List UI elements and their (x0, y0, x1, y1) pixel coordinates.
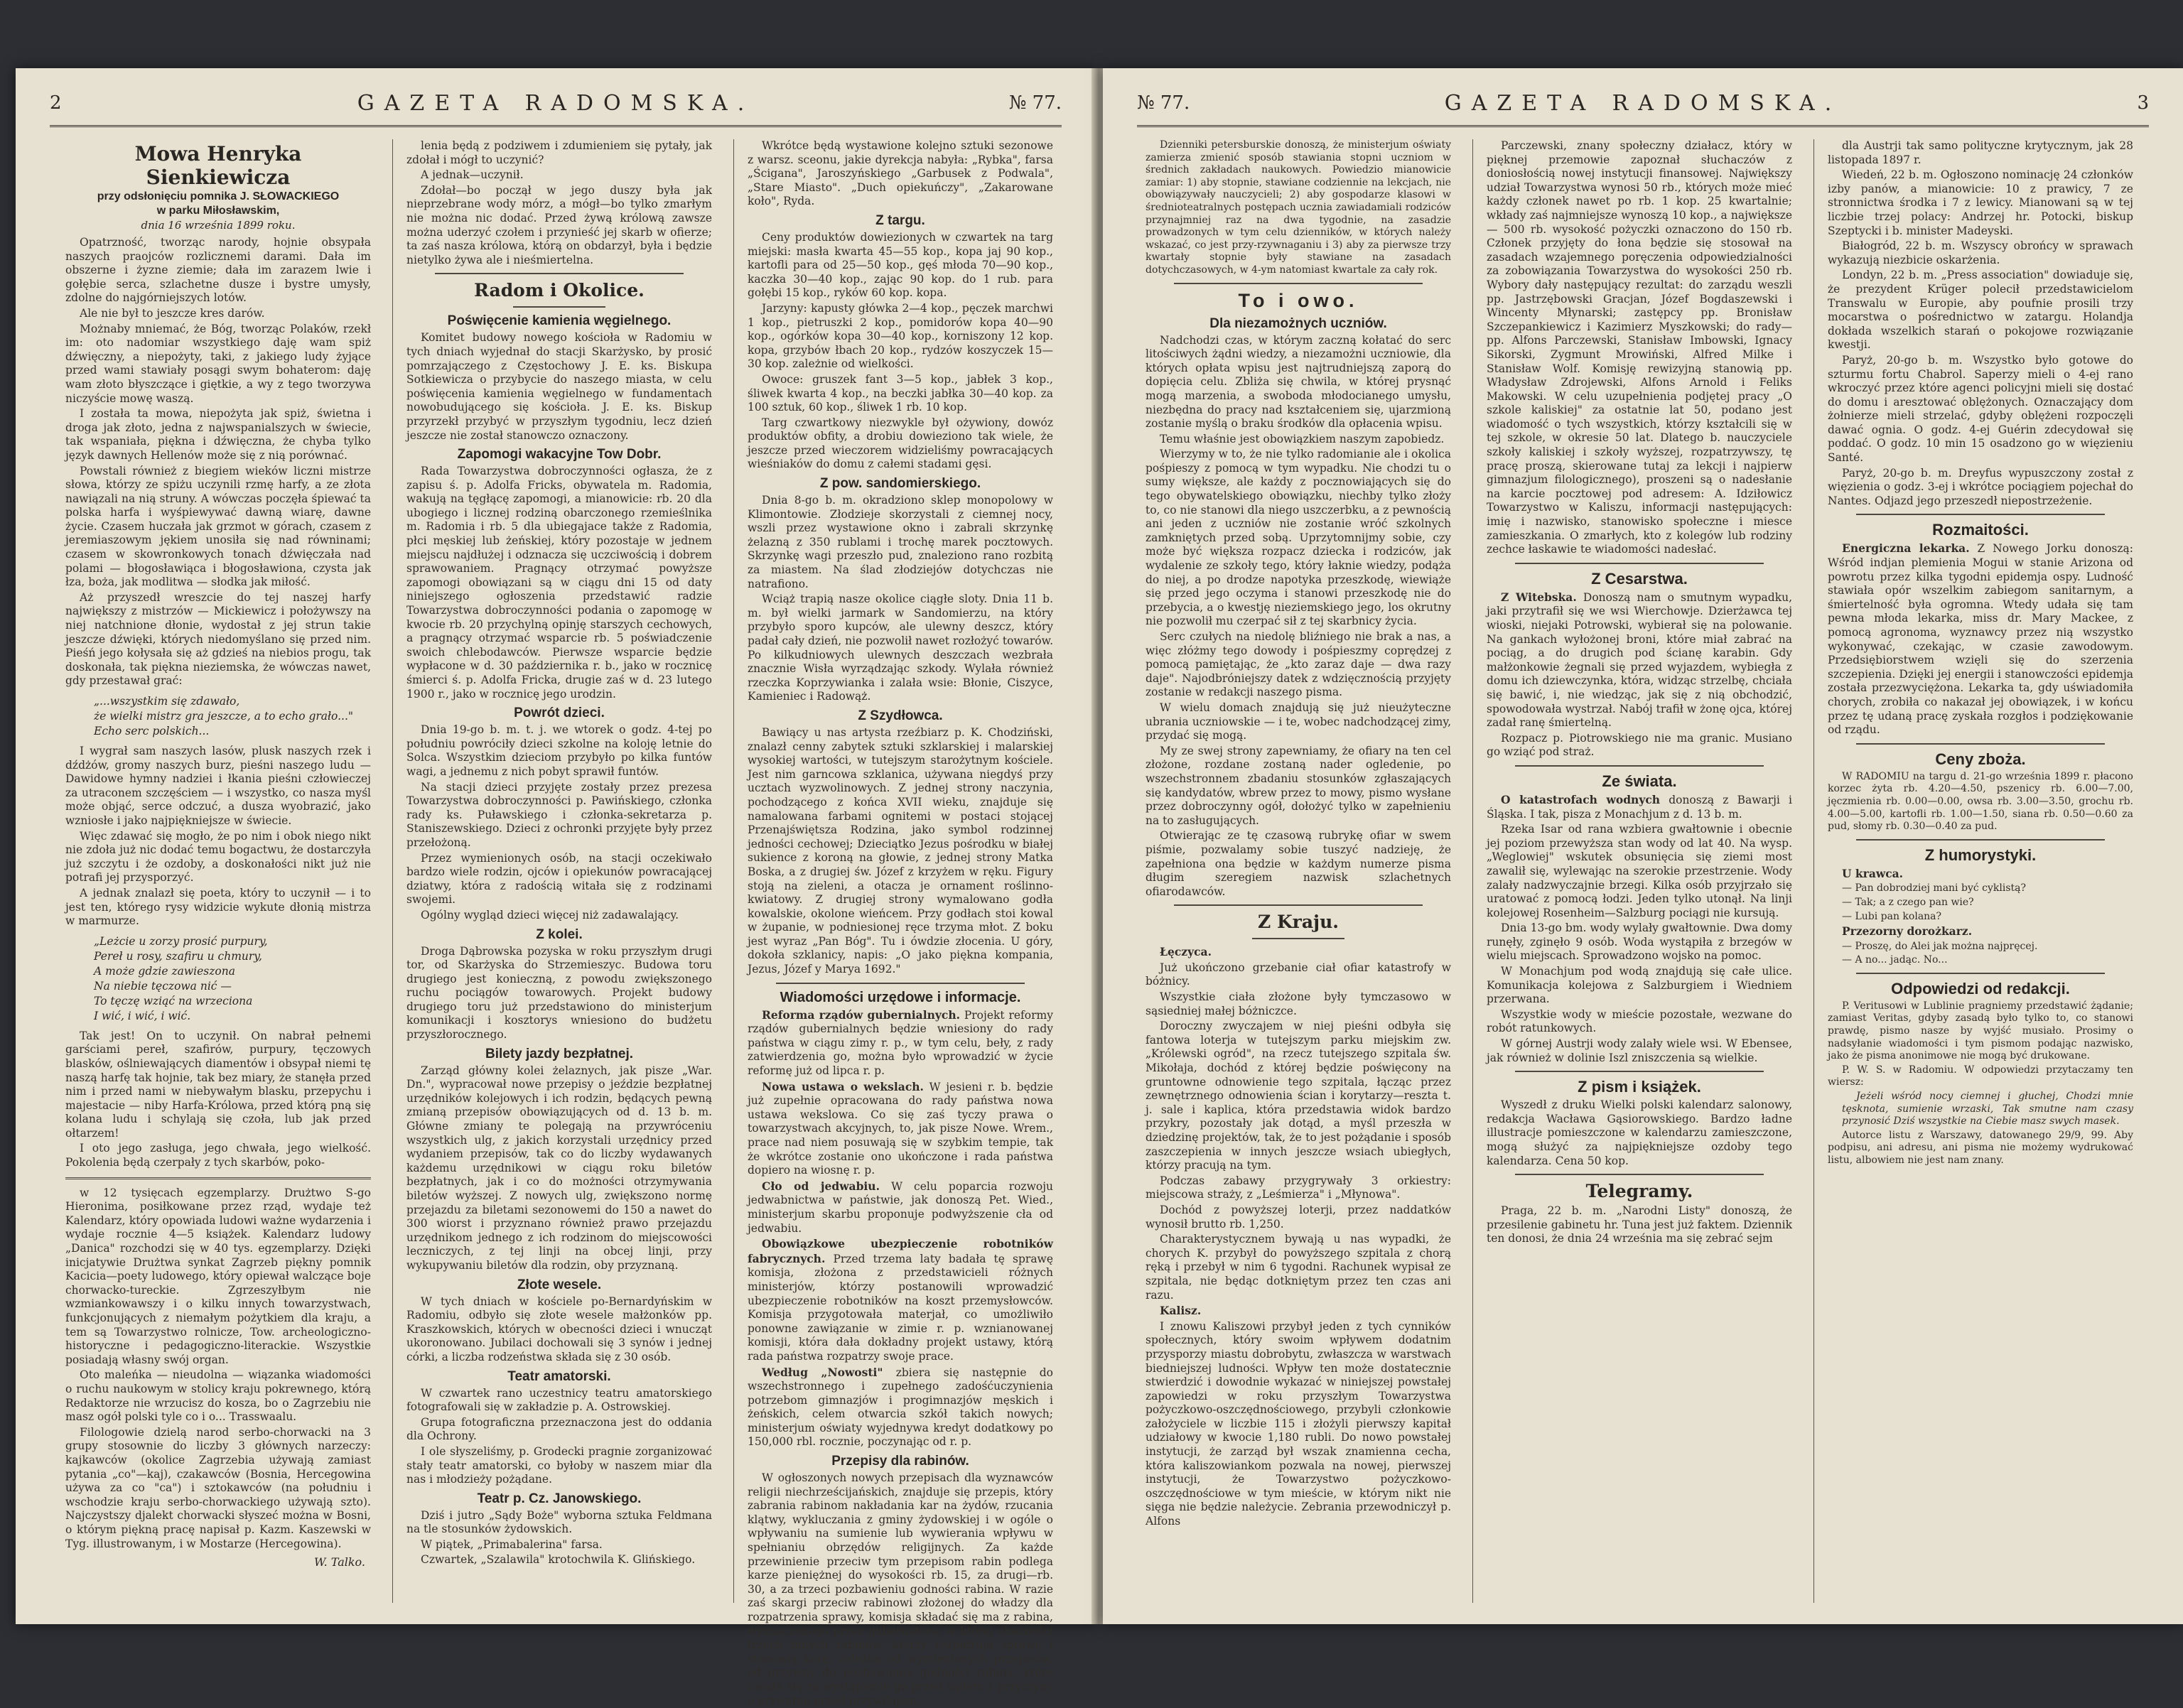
article-date: dnia 16 września 1899 roku. (141, 219, 296, 232)
poem-line: Pereł u rosy, szafiru u chmury, (94, 949, 262, 963)
section-title: Z Kraju. (1258, 912, 1339, 933)
section-title: Rozmaitości. (1932, 521, 2029, 539)
paragraph (1487, 793, 1792, 821)
section-title: Ceny zboża. (1935, 750, 2026, 768)
section-divider (1515, 1174, 1764, 1175)
verse-line: „...wszystkim się zdawało, (94, 695, 240, 708)
paragraph: Na stacji dzieci przyjęte zostały przez prezesa Towarzystwa dobroczynności p. Pawińskiego, członka rady ks. Puławskiego i członka-sekretarza p. Staniszewskiego. Dzieci z ochronki przyjęte były przez przełożoną. (406, 780, 712, 849)
left-column-1 (65, 139, 371, 1603)
issue-number: № 77. (1137, 92, 1190, 114)
paragraph: Rozpacz p. Piotrowskiego nie ma granic. Musiano go wziąć pod straż. (1487, 731, 1792, 759)
paragraph (748, 1179, 1053, 1236)
paragraph: w 12 tysięcach egzemplarzy. Drużtwo S-go Hieronima, posiłkowane przez rząd, wydaje też Kalendarz, który opowiada ludowi ważne wydarzenia i wydaje rocznie 4—5 książek. Kalendarz ludowy „Danica" rozchodzi się w 40 tys. egzemplarzy. Dzięki inicjatywie Drużtwa synkat Zagrzeb piękny pomnik Kacicia—poety ludowego, który opiewał walczące boje chorwacko-tureckie. Zgrzeszyłbym nie wzmiankowawszy i o kilku innych towarzystwach, funkcjonujących z niemałym pożytkiem dla kraju, a tem są Towarzystwo rolnicze, Tow. archeologiczno-historyczne i pedagogiczno-literackie. Wszystkie posiadają własny swój organ. (65, 1186, 371, 1366)
paragraph: I wygrał sam naszych lasów, plusk naszych rzek i dźdżów, gromy naszych burz, pieśni naszego ludu — Dawidowe hymny nadziei i łkania pieśni człowieczej za utraconem szczęściem — i wszystko, co nasza myśl może objąć, serce odczuć, a dusza wyobrazić, jako wzniosłe i jako najpiękniejsze w świecie. (65, 745, 371, 827)
section-divider (1856, 743, 2105, 745)
paragraph: Dzienniki petersburskie donoszą, że ministerjum oświaty zamierza zmienić sposób stawiania stopni uczniom w średnich zakładach naukowych. Powiedzio mianowicie zamiar: 1) aby stopnie, stawiane codziennie na lekcjach, nie obowiązywały nauczycieli; 2) aby gospodarze klasowi w średnioteatralnych postępach ucznia zawiadamiali rodziców przynajmniej raz na dwa tygodnie, na zasadzie prowadzonych w tym celu dzienników, w których należy wskazać, co jest przy-rzywnaganiu i 3) aby za pierwsze trzy kwartały stopnie były stawiane na zasadach dotychczasowych, w 4-ym natomiast kwartale za cały rok. (1146, 139, 1451, 276)
inline-text: Przed trzema laty badała tę sprawę komisja, złożona z przedstawicieli różnych ministerjów, którzy postanowili wprowadzić ubezpieczenie robotników na koszt przemysłowców. Komisja przygotowała materjał, co umożliwiło ponowne zawiązanie w zimie r. p. wznianowanej komisji, która dała dokładny projekt ustawy, którą rada państwa rozpatrzy swoje prace. (748, 1252, 1054, 1363)
subheading: Dla niezamożnych uczniów. (1209, 315, 1387, 331)
column-divider (1813, 139, 1814, 1603)
section-divider (1174, 283, 1423, 284)
poem-line: Na niebie tęczowa nić — (94, 979, 232, 993)
paragraph (1828, 541, 2133, 737)
subheading: Z targu. (875, 212, 925, 228)
article-subtitle: w parku Miłosławskim, (156, 205, 280, 217)
inline-text: Donoszą nam o smutnym wypadku, jaki przytrafił się we wsi Wierchowje. Dzierżawca tej wioski, niejaki Potrowski, wybierał się na polowanie. Na gankach wyłożonej broni, które miał zabrać na pociąg, a do drugich pod ścianę karabin. Gdy małżonkowie żegnali się przed wyjazdem, wybiegła z domu ich dziewczynka, która, widząc strzelbę, chciała się bawić, i, nie wiedząc, jak się z nią obchodzić, spowodowała wystrzał. Nabój trafił w żonę ojca, której zadał ranę śmiertelną. (1487, 590, 1792, 730)
paragraph: W ogłoszonych nowych przepisach dla wyznawców religii niechrześcijańskich, znajduje się przepis, który zabrania rabinom nakładania kar na żydów, rzucania klątwy, wykluczania z gminy żydowskiej i w ogóle o wpływaniu na sumienie lub wywierania wpływu w spełnianiu obrzędów religijnych. Za każde przewinienie przeciw tym przepisom rabin podlega karze pieniężnej do wysokości rb. 15, za drugi—rb. 30, a za trzeci pozbawieniu godności rabina. W razie zaś skargi przeciw rabinowi złożonej do władzy dla rozpatrzenia sprawy, komisja składać się ma z rabina, wyznaczonego przez gubernatora, w której obecności trzech innych rabinów, którzy rozpatrują sprawę i stanowią karę, zależną od wymienionych przepisów, od grzywny do pozbawienia godności rabina, które uważa się za wystąpienie go przed sądem z przyczyny o prywatne przed przywilejem. (748, 1471, 1053, 1707)
paragraph: I oto jego zasługa, jego chwała, jego wielkość. Pokolenia będą czerpały z tych skarbów, poko- (65, 1142, 371, 1169)
paragraph (748, 1080, 1053, 1178)
inline-heading: Obowiązkowe ubezpieczenie robotników fabrycznych. (748, 1237, 1053, 1265)
column-divider (1472, 139, 1473, 1603)
paragraph: W czwartek rano uczestnicy teatru amatorskiego fotografowali się w zakładzie p. A. Ostrowskiej. (406, 1386, 712, 1414)
paragraph: Wszystkie ciała złożone były tymczasowo w sąsiedniej małej bóżniczce. (1146, 990, 1451, 1017)
paragraph: Jeżeli wśród nocy ciemnej i głuchej, Chodzi mnie tęsknota, sumienie wrzaski, Tak smutne nam czasy przynosić Dziś wszystkie na Ciebie masz swych masek. (1842, 1091, 2133, 1128)
paragraph: Dnia 19-go b. m. t. j. we wtorek o godz. 4-tej po południu powróciły dzieci szkolne na koloję letnie do Solca. Wszystkim dzieciom przybyło po kilka funtów wagi, a jednemu z nich pobyt sprawił funtów. (406, 723, 712, 778)
paragraph: Serc czułych na niedolę bliźniego nie brak a nas, a więc złóżmy tego dowody i pośpieszmy coprędzej z pomocą pamiętając, że „kto zaraz daje — dwa razy daje". Najodbróniejszy datek z wdzięcznością przyjęty zostanie w redakcji naszego pisma. (1146, 630, 1451, 699)
subheading: Bilety jazdy bezpłatnej. (485, 1046, 633, 1061)
paragraph: Paryż, 20-go b. m. Wszystko było gotowe do szturmu fortu Chabrol. Saperzy mieli o 4-ej rano wkroczyć przez które agenci policyjni mieli się dostać do domu i aresztować oblężonych. Oznaczający dom żołnierze mieli strzelać, gdyby oblężeni rozpoczęli dawać ognia. O godz. 4-ej Guérin zdecydował się poddać. O godz. 10 min 15 osadzono go w więzieniu Santé. (1828, 353, 2133, 465)
inline-heading: Cło od jedwabiu. (762, 1179, 880, 1193)
right-column-2 (1487, 139, 1792, 1603)
poem-line: I wić, i wić, i wić. (94, 1009, 191, 1022)
paragraph: Bawiący u nas artysta rzeźbiarz p. K. Chodziński, znalazł cenny zabytek sztuki szklarskiej i malarskiej wysokiej wartości, w tutejszym starożytnym kościele. Jest nim garncowa szklanica, używana niegdyś przy ucztach wyzwolinowych. Z jednej strony naczynia, pochodzącego z końca XVII wieku, znajduje się namalowana farbami ognitemi w postaci stojącej Przenajświętsza Rodzina, jako symbol rodzinnej jedności cechowej; Dzieciątko Jezus pośrodku w białej sukience z koroną na głowie, z jednej strony Matka Boska, a z drugiej św. Józef z krzyżem w ręku. Figury stoją na zieleni, a otacza je ornament roślinno-kwiatowy. Z drugiej strony wymalowano godła kowalskie, okolone wieńcem. Przy godłach stoi kowal w żupanie, w podniesionej ręce trzyma młot. Z boku jest wyraz „Pan Bóg". Tu i ówdzie złocenia. U góry, dokoła szklanicy, napis: „O jako pięknа kompania, Jezus, Józef y Marya 1692." (748, 725, 1053, 976)
paragraph: Tak jest! On to uczynił. On nabrał pełnemi garściami pereł, szafirów, purpury, tęczowych blasków, oślniewających diamentów i obsypał niemi tę naszą harfę tak hojnie, tak bez miary, że stanęła przed nim i przed nami w niebywałym blasku, przepychu i majestacie — niby Harfa-Królowa, przed którą pną się kolana ludu i schylają się czoła, lub jak przed ołtarzem! (65, 1029, 371, 1140)
inline-heading: Kalisz. (1160, 1304, 1202, 1318)
article-title: Mowa Henryka Sienkiewicza (134, 142, 302, 189)
paragraph: Czwartek, „Szalawila" krotochwila K. Glińskiego. (421, 1553, 696, 1567)
article-subtitle: przy odsłonięciu pomnika J. SŁOWACKIEGO (97, 190, 340, 202)
paragraph: P. Veritusowi w Lublinie pragniemy przedstawić żądanie; zamiast Veritas, gdyby zasadą było tylko to, co stanowi prawdę, pismo nasze by wyjść musiało. Prosimy o nadsyłanie wiadomości i tym pismom podając nazwisko, jako że pisma anonimowe nie mogą być drukowane. (1828, 1000, 2133, 1062)
paragraph: Już ukończono grzebanie ciał ofiar katastrofy w bóżnicy. (1146, 961, 1451, 988)
paragraph: Ogólny wygląd dzieci więcej niż zadawalający. (421, 908, 679, 921)
page-header (50, 88, 1062, 127)
paragraph: Wciąż trapią nasze okolice ciągłe sloty. Dnia 11 b. m. był wielki jarmark w Sandomierzu, na który przybyło sporo kupców, ale ulewny deszcz, który padał cały dzień, nie pozwolił nawet rozłożyć towarów. Po kilkudniowych ulewnych deszczach wezbrała znacznie Wisła wyrządzając szkody. Wylała również rzeczka Koprzywianka i zalała wsie: Błonie, Ciszyce, Kamieniec i Radowąż. (748, 593, 1053, 703)
section-title: Wiadomości urzędowe i informacje. (780, 989, 1021, 1005)
paragraph: Dziś i jutro „Sądy Boże" wyborna sztuka Feldmana na tle stosunków żydowskich. (406, 1508, 712, 1536)
paragraph: dla Austrji tak samo polityczne krytycznym, jak 28 listopada 1897 r. (1828, 139, 2133, 166)
column-divider (392, 139, 393, 1603)
paragraph: Doroczny zwyczajem w niej pieśni odbyła się fantowa loterja w tutejszym parku miejskim zw. „Królewski ogród", na rzecz tutejszego szpitala św. Mikołaja, dochód z której będzie poświęcony na gruntowne odnowienie tego szpitala, łącząc przez zewnętrznego odnowienia ścian i korytarzy—reszta t. j. sale i kaplica, która przedstawia widok bardzo przykry, pozostały jak dotąd, a myśl przeszła w dziedzinę projektów, tak, że to jest pożądanie i sposób zaszczepienia w innych jeszcze wsiach ubiegłych, którzy pracują na tym. (1146, 1020, 1451, 1172)
paragraph: I znowu Kaliszowi przybył jeden z tych cynników społecznych, który swoim wpływem dodatnim przysporzy miastu dobrobytu, zwłaszcza w warstwach biedniejszej ludności. Wpływ ten może dostatecznie stwierdzić i dowodnie wykazać w niniejszej powstałej zapowiedzi w roku przyszłym Towarzystwa pożyczkowo-oszczędnościowego, przybyli członkowie założyciele w liczbie 115 i złożyli pierwszy kapitał udziałowy w kwocie 1,180 rubli. Do nowo powstałej instytucji, że zarząd był wszak znamienna cecha, która kaliszowiankom pozwala na nowej, pierwszej instytucji, że Towarzystwo pożyczkowo-oszczędnościowe w tym mieście, w którym nikt nie sięga nie będzie należycie. Zebrania przewodniczył p. Alfons (1146, 1319, 1451, 1528)
paragraph: Rzeka Isar od rana wzbiera gwałtownie i obecnie jej poziom przewyższa stan wody od lat 40. Na wysp. „Weglowiej" wskutek obsunięcia się ziemi most zawalił się, wylewając na szerokie przestrzenie. Wody zalały nadzwyczajnie brzegi. Kilka osób przyjrzało się uratować z pomocą łodzi. Jeden tylko utonął. Na linji kolejowej Rosenheim—Salzburg pociągi nie kursują. (1487, 823, 1792, 919)
paragraph: A jednak znalazł się poeta, który to uczynił — i to jest ten, którego rysy widzicie wykute dłonią mistrza w marmurze. (65, 886, 371, 928)
section-title: Z pism i książek. (1578, 1078, 1701, 1096)
paragraph: Wierzymy w to, że nie tylko radomianie ale i okolica pośpieszy z pomocą w tym wypadku. Nie chodzi tu o sumy większe, ale każdy z pocznowiających się do tego obywatelskiego obowiązku, niechby tylko złoży to, co nie stanowi dla niego uszczerbku, a z pewnością ani jeden z uczniów nie zostanie wróć szkolnych zamkniętych przed sobą. Uprzytomnijmy sobie, czy może być większa rozpacz dziecka i rodziców, jak wydalenie ze szkoły tego, który łaknie wiedzy, podąża do niej, a po drodze napotyka przeszkodę, wiewiąże się przed jego oczyma i stanowi przeszkodę nie do przebycia, a o kwestję nieziemskiego jego, los okrutny nie pozwolił mu czerpać sił z tej skarbnicy życia. (1146, 448, 1451, 628)
section-title: To i owo. (1238, 289, 1359, 311)
inline-heading: U krawca. (1842, 866, 1904, 880)
subheading: Z pow. sandomierskiego. (819, 476, 981, 492)
paragraph: I została ta mowa, niepożyta jak spiż, świetna i droga jak złoto, jedna z najwspanialszych w świecie, tak wspaniała, piękna i dźwięczna, że chyba tylko język dawnych Hellenów może się z nią porównać. (65, 407, 371, 462)
paragraph (1487, 590, 1792, 730)
subheading: Powrót dzieci. (514, 706, 605, 721)
page-header (1137, 88, 2149, 127)
paragraph: Zarząd główny kolei żelaznych, jak pisze „War. Dn.", wypracował nowe przepisy o jeździe bezpłatnej urzędników kolejowych i ich rodzin, będących pewną zmianą przepisów obowiązujących od d. 13 b. m. Główne zmiany te polegają na przywróceniu wszystkich ulg, z jakich korzystali urzędnicy przed wydaniem przepisów, tak co do liczby wydawanych każdemu urzędnikowi w ciągu roku biletów bezpłatnych, jak i co do możności otrzymywania biletów wyższej. Z nowych ulg, zwiększono normę przejazdu za biletami sezonowemi do 150 a nawet do 300 wiorst i przyznano również prawo przejazdu urzędnikom jednego z ich rodzinom do miejscowości leczniczych, z tej linji na obcej linji, przy wykupywaniu biletów dla rodzin, oby przyznaną. (406, 1064, 712, 1272)
inline-heading: Z Witebska. (1501, 590, 1577, 604)
paragraph: Przez wymienionych osób, na stacji oczekiwało bardzo wiele rodzin, ojców i opiekunów powracającej dziatwy, która z radością witała się z rodzinami swojemi. (406, 851, 712, 907)
paragraph (1146, 1304, 1451, 1319)
left-column-3 (748, 139, 1054, 1707)
paragraph: Ale nie był to jeszcze kres darów. (80, 306, 265, 320)
paragraph: My ze swej strony zapewniamy, że ofiary na ten cel złożone, rozdane zostaną nader ogledenie, po wszechstronnem zbadaniu stosunków zgłaszających się kandydatów, wbrew przez to mowy, pismo wysłane przez dobroczynny ogół, dołożyć tylko w zapełnieniu na to zasługujących. (1146, 744, 1451, 827)
paragraph: Droga Dąbrowska pozyska w roku przyszłym drugi tor, od Skarżyska do Strzemieszyc. Budowa toru drugiego jest konieczną, z powodu zwiększonego ruchu pociągów towarowych. Projekt budowy drugiego toru już przedstawiono do ministerjum komunikacji i kosztorys wniesiono do budżetu przyszłorocznego. (406, 944, 712, 1042)
section-divider (435, 273, 684, 274)
inline-heading: Przezorny dorożkarz. (1842, 924, 1973, 939)
author-signature: W. Talko. (313, 1555, 365, 1569)
paragraph: Londyn, 22 b. m. „Press association" dowiaduje się, że prezydent Krüger polecił przedstawicielom Transwalu w Europie, aby poufnie prosili trzy mocarstwa o pośrednictwo w zatargu. Holandja dokłada wszelkich starań o pokojowe rozwiązanie kwestji. (1828, 269, 2133, 352)
newspaper-title: GAZETA RADOMSKA. (1444, 91, 1842, 116)
paragraph: Wkrótce będą wystawione kolejno sztuki sezonowe z warsz. sceonu, jakie dyrekcja nabyła: „Rybka", farsa „Ścigana", Jaroszyńskiego „Garbusek z Podwala", „Stare Miasto". „Duch opiekuńczy", „Zakarowane koło", Ryda. (748, 139, 1053, 208)
paragraph: — Tak; a z czego pan wie? (1842, 896, 1974, 908)
right-column-3 (1828, 139, 2133, 1603)
paragraph: Charakterystycznem bywają u nas wypadki, że chorych K. przybył do powyższego szpitala z chorą ręką i przebył w nim 6 tygodni. Rachunek wypisał ze szpitala, nie będąc dotkniętym przez ten czas ani razu. (1146, 1233, 1451, 1302)
section-divider (1515, 765, 1764, 767)
paragraph: — Proszę, do Alei jak można najpręcej. (1842, 940, 2038, 952)
inline-text: donoszą z Bawarji i Śląska. I tak, pisza z Monachjum z d. 13 b. m. (1487, 793, 1792, 821)
paragraph: Otwierając ze tę czasową rubrykę ofiar w swem piśmie, pozwalamy sobie tuszyć nadzieję, że zapełniona ona będzie w każdym numerze pisma długim szeregiem nazwisk szlachetnych ofiarodawców. (1146, 829, 1451, 898)
section-divider (1515, 1071, 1764, 1072)
paragraph (1828, 867, 2133, 882)
paragraph: Wszystkie wody w mieście pozostałe, wezwane do robót ratunkowych. (1487, 1007, 1792, 1035)
inline-heading: Nowa ustawa o wekslach. (762, 1079, 924, 1093)
subheading: Teatr amatorski. (507, 1368, 611, 1384)
paragraph: — Lubi pan kolana? (1842, 910, 1942, 922)
paragraph: Zdołał—bo począł w jego duszy była jak nieprzebrane wody mórz, a mógł—bo tylko zmarłym nie można nic dodać. Przed żywą królową zawsze można uderzyć czołem i przynieść jej skarb w ofierze; ta zaś nasza królowa, którą on obdarzył, była i będzie nietylko żywa ale i nieśmiertelna. (406, 183, 712, 266)
poem-quote (65, 934, 371, 1024)
paragraph: W piątek, „Primabalerina" farsa. (421, 1537, 603, 1551)
paragraph: P. W. S. w Radomiu. W odpowiedzi przytaczamy ten wiersz: (1828, 1064, 2133, 1088)
paragraph (748, 1237, 1053, 1363)
paragraph: I ole słyszeliśmy, p. Grodecki pragnie zorganizować stały teatr amatorski, co byłoby w naszem miar dla nas i młodzieży pożądane. (406, 1444, 712, 1486)
paragraph: Dnia 8-go b. m. okradziono sklep monopolowy w Klimontowie. Złodzieje skorzystali z ciemnej nocy, wszli przez wystawione okno i zabrali skrzynkę żelazną z 350 rublami i trochę marek pocztowych. Skrzynkę wagi przeszło pud, znaleziono rano rozbitą za miastem. Na ślad złodziejów dotychczas nie natrafiono. (748, 494, 1053, 590)
left-newspaper-page (16, 68, 1096, 1707)
paragraph: Targ czwartkowy niezwykle był ożywiony, dowóz produktów obfity, a drobiu dowieziono tak wiele, że jeszcze przed wieczorem widzieliśmy powracających wieśniaków do domu z całemi stadami gęsi. (748, 416, 1053, 471)
paragraph: Powstali również z biegiem wieków liczni mistrze słowa, którzy ze spiżu uczynili rzmę harfy, a ze złota nawiązali na nią struny. A wówczas poczęła śpiewać ta polska harfa i wyśpiewywać dawną wiarę, dawne życie. Czasem huczała jak grzmot w górach, czasem z jeremiaszowym jękiem unosiła się nad równinami; czasem w skowronkowych tonach dźwięczała nad polami — błogosławiąca i błogosławiona, czysta jak łza, boża, jak modlitwa — słodka jak miłość. (65, 464, 371, 589)
paragraph: Aż przyszedł wreszcie do tej naszej harfy największy z mistrzów — Mickiewicz i położywszy na niej natchnione dłonie, wydostał z jej strun takie jeszcze dźwięki, których niedomyślano się przed nim. Pieśń jego kołysała się aż gdzieś na niebios progu, tak doskonała, tak piękna nieziemska, że wówczas nawet, gdy przestawał grać: (65, 590, 371, 688)
inline-heading: Według „Nowosti" (762, 1365, 883, 1379)
section-divider (776, 983, 1025, 984)
section-title: Radom i Okolice. (474, 280, 645, 301)
section-divider (1515, 563, 1764, 564)
section-title: Z Cesarstwa. (1591, 569, 1688, 588)
page-number: 3 (2137, 92, 2149, 114)
inline-text: Z Nowego Jorku donoszą: Wśród indjan plemienia Mogui w stanie Arizona od powrotu przez kilka tygodni epidemja ospy. Ludność stawiała opór wszelkim zabiegom sanitarnym, a śmiertelność była ogromna. Wtedy udała się tam pewna młoda lekarka, miss dr. Mary Mackee, z pomocą agronoma, wyznawcy przez nią wszystko wykonywać, czekając, w czasie zawodowym. Przedsiębiorstwem wzięli się do szerzenia szczepienia. Dzięki jej energii i stanowczości epidemja została przezwyciężona. Lekarka ta, gdy uświadomiła chorych, zrobiła co nakazał jej obowiązek, i w końcu przez tę udaną pracę zyskała rozgłos i podziękowanie od rządu. (1828, 542, 2133, 737)
paragraph: W RADOMIU na targu d. 21-go września 1899 r. płacono korzec żyta rb. 4.20—4.50, pszenicy rb. 6.00—7.00, jęczmienia rb. 0.00—0.00, owsa rb. 3.00—3.50, grochu rb. 4.00—5.00, kartofli rb. 1.00—1.50, siana rb. 0.50—0.60 za pud, słomy rb. 0.30—0.40 za pud. (1828, 770, 2133, 833)
paragraph (1828, 924, 2133, 939)
verse-line: że wielki mistrz gra jeszcze, a to echo grało..." (94, 710, 354, 723)
inline-heading: O katastrofach wodnych (1501, 792, 1661, 806)
paragraph: Podczas zabawy przygrywały 3 orkiestry: miejscowa straży, z „Leśmierza" i „Młynowa". (1146, 1174, 1451, 1201)
paragraph: Ceny produktów dowiezionych w czwartek na targ miejski: masła kwarta 45—55 kop., kopa jaj 90 kop., kartofli para od 25—50 kop., gęś młoda 70—90 kop., kaczka 30—40 kop., zając 90 kop. do 1 rub. para gołębi 15 kop., ryków 60 kop. kopa. (748, 230, 1053, 300)
section-divider (1856, 839, 2105, 841)
inline-text: zbiera się następnie do wszechstronnego i zupełnego zadośćuczynienia potrzebom gimnazjów i progimnazjów męskich i żeńskich, celem otwarcia szkół takich nowych; ministerjum oświaty wyjednywa kredyt dodatkowy po 150,000 rbl. rocznie, poczynając od r. p. (748, 1366, 1054, 1449)
column-divider (733, 139, 734, 1603)
paragraph: Wiedeń, 22 b. m. Ogłoszono nominację 24 członków izby panów, a mianowicie: 10 z prawicy, 7 ze stronnictwa środka i 7 z lewicy. Mianowani są w tej liczbie trzej polacy: Andrzej hr. Potocki, biskup Szeptycki i b. minister Madeyski. (1828, 168, 2133, 237)
title-underline (513, 306, 605, 308)
subheading: Zapomogi wakacyjne Tow Dobr. (457, 447, 662, 463)
subheading: Z Szydłowca. (858, 708, 943, 723)
paragraph: Dochód z powyższej loterji, przez naddatków wynosił brutto rb. 1,250. (1146, 1203, 1451, 1231)
paragraph (1146, 945, 1451, 960)
paragraph: Więc zdawać się mogło, że po nim i obok niego nikt nie zdoła już nic dodać temu bogactwu, że dostarczyła już szczytu i że ozdoby, a doskonałości nikt już nie potrafi jej przysporzyć. (65, 829, 371, 885)
inline-text: W celu poparcia rozwoju jedwabnictwa w państwie, jak donoszą Pet. Wied., ministerjum skarbu proponuje podwyższenie cła od jedwabiu. (748, 1179, 1053, 1235)
subheading: Przepisy dla rabinów. (831, 1454, 969, 1469)
verse-line: Echo serc polskich... (94, 725, 210, 737)
paragraph: Paryż, 20-go b. m. Dreyfus wypuszczony został z więzienia o godz. 3-ej i wkrótce pociągiem pojechał do Nantes. Odjazd jego przeszedł niepostrzeżenie. (1828, 466, 2133, 507)
small-print-block (1828, 1000, 2133, 1167)
paragraph: W tych dniach w kościele po-Bernardyńskim w Radomiu, odbyło się złote wesele małżonków pp. Kraszkowskich, których w obecności dzieci i wnucząt ukoronowano. Jubilaci dochowali się 3 synów i jednej córki, a liczba rodzeństwa składa się z 30 osób. (406, 1294, 712, 1363)
paragraph (748, 1366, 1053, 1450)
inline-heading: Łęczyca. (1160, 945, 1212, 959)
subheading: Teatr p. Cz. Janowskiego. (477, 1491, 642, 1506)
small-print-block (1828, 771, 2133, 833)
small-print-block (1146, 139, 1451, 277)
poem-line: „Leżcie u zorzy prosić purpury, (94, 934, 268, 948)
paragraph (748, 1008, 1053, 1079)
right-newspaper-page (1103, 68, 2183, 1624)
paragraph: Wyszedł z druku Wielki polski kalendarz salonowy, redakcja Wacława Gąsiorowskiego. Bardzo ładne illustracje pomieszczone w kalendarzu zamieszczone, mogą służyć za najpiękniejsze ozdoby tego kalendarza. Cena 50 kop. (1487, 1098, 1792, 1167)
paragraph: Autorce listu z Warszawy, datowanego 29/9, 99. Aby podpisu, ani adresu, ani pisma nie możemy wydrukować listu, albowiem nie jest nam znany. (1828, 1129, 2133, 1166)
paragraph: — Pan dobrodziej mani być cyklistą? (1842, 882, 2026, 894)
newspaper-title: GAZETA RADOMSKA. (357, 91, 755, 116)
paragraph: A jednak—uczynił. (421, 168, 524, 182)
paragraph: Grupa fotograficzna przeznaczona jest do oddania dla Ochrony. (406, 1415, 712, 1443)
paragraph: Nadchodzi czas, w którym zaczną kołatać do serc litościwych żądni wiedzy, a niezamożni uczniowie, dla których opłata wpisu jest najtrudniejszą zaporą do dopięcia celu. Zbliża się chwila, w której prysnąć mogą marzenia, a swoboda młodocianego umysłu, niezbędna do pracy nad kształceniem się, ujarzmioną zostanie myślą o braku środków dla opłacenia wpisu. (1146, 333, 1451, 431)
paragraph: Rada Towarzystwa dobroczynności ogłasza, że z zapisu ś. p. Adolfa Fricks, obywatela m. Radomia, wakują na tęgłącę zapomogi, a mianowicie: rb. 20 dla ubogiego i licznej rodziną obarczonego rzemieślnika m. Radomia i rb. 5 dla ubiegajace także z Radomia, płci męskiej lub żeńskiej, który pozostaje w jednem miejscu najdłużej i odznacza się uczciwością i dobrem sprawowaniem. Pragnący otrzymać powyższe zapomogi obowiązani są w ciągu dni 15 od daty niniejszego ogłoszenia przedstawić radzie Towarzystwa dobroczynności podania o zapomogę w kwocie rb. 20 przychylną opinję starszych cechowych, a pragnący otrzymać wsparcie rb. 5 poświadczenie swoich chlebodawców. Pierwsze wsparcie będzie wypłacone w d. 30 października r. b., jako w rocznicę śmierci ś. p. Adolfa Fricka, drugie zaś w d. 23 lutego 1900 r., jako w rocznicę jego urodzin. (406, 465, 712, 701)
small-print-block (1828, 882, 2133, 923)
paragraph: Temu właśnie jest obowiązkiem naszym zapobiedz. (1160, 432, 1445, 445)
paragraph: Praga, 22 b. m. „Narodni Listy" donoszą, że przesilenie gabinetu hr. Tuna jest już faktem. Dziennik ten donosi, że dnia 24 września ma się zebrać sejm (1487, 1204, 1792, 1245)
section-divider (1856, 973, 2105, 974)
inline-heading: Reforma rządów gubernialnych. (762, 1007, 960, 1022)
subheading: Z kolei. (536, 926, 583, 942)
poem-line: To tęczę wziąć na wrzeciona (94, 994, 253, 1007)
paragraph: Opatrzność, tworząc narody, hojnie obsypała naszych praojców rozlicznemi darami. Dała im obszerne i żyzne ziemie; dała im zarazem lwie i gołębie serca, szlachetne dusze i bystre umysły, zdolne do najgórniejszych lotów. (65, 236, 371, 305)
paragraph: Parczewski, znany społeczny działacz, który w pięknej przemowie zapoznał słuchaczów z doniosłością nowej instytucji finansowej. Największy udział Towarzystwa wynosi 50 rb., których może mieć każdy członek nawet po rb. 1 kop. 25 kwartalnie; wkłady zaś najmniejsze wynoszą 10 kop., a największe — 500 rb. wysokość pożyczki oznaczono do 150 rb. Członek przyjęty do łona będzie się stosował na zasadach wzajemnego poręczenia odpowiedzialności za zobowiązania Towarzystwa do wysokości 250 rb. Wybory dały następujący rezultat: do zarządu weszli pp. Jastrzębowski Gracjan, Józef Bogdaszewski i Wincenty Młynarski; zastępcy pp. Bronisław Szczepankiewicz i Kazimierz Myszkowski; do rady—pp. Alfons Parczewski, Stanisław Imbowski, Ignacy Sikorski, Zygmunt Mrowiński, Alfred Milke i Stanisław Wolf. Komisję rewizyjną stanowią pp. Władysław Zdrojewski, Alfons Arnold i Feliks Makowski. W celu uzupełnienia podjętej pracy „O szkole kaliskiej" za ostatnie lat 50, podano jest wiadomość o tych wszystkich, którzy kształcili się w tej szkole, w okresie 50 lat. Dlatego b. nauczyciele szkoły kaliskiej i szkoły wyższej, rozpatrzywszy, tę pracę proszą, skierowane tutaj za lekcji i najpierw gimnazjum filologicznego), proszeni są o nadesłanie na karcie pocztowej pod adresem: A. Idziłowicz Towarzystwo w Kaliszu, informacji następujących: imię i nazwisko, stanowisko społeczne i miesce zamieszkania. O zmarłych, kto z kolegów lub rodziny zechce łaskawie te wiadomości nadesłać. (1487, 139, 1792, 556)
page-number: 2 (50, 92, 62, 114)
section-divider (1856, 514, 2105, 515)
poem-line: A może gdzie zawieszona (94, 964, 235, 978)
left-column-2 (406, 139, 712, 1603)
subheading: Złote wesele. (517, 1277, 602, 1292)
section-divider (65, 1177, 371, 1179)
subheading: Poświęcenie kamienia węgielnego. (447, 313, 672, 329)
inline-text: W jesieni r. b. będzie już zupełnie opracowana do rady państwa nowa ustawa wekslowa. Co się zaś tyczy prawa o towarzystwach akcyjnych, to, jak pisze Nowe. Wrem., prace nad niem posuwają się w szybkim tempie, tak że wkrótce zostanie ono ukończone i rada państwa dopiero na wiosnę r. p. (748, 1080, 1053, 1177)
section-title: Z humorystyki. (1924, 845, 2037, 864)
paragraph: Możnaby mniemać, że Bóg, tworząc Polaków, rzekł im: oto nadomiar wszystkiego daję wam spiż dźwięczny, a niepożyty, taki, z jakiego ludy żyjące przed wami stawiały posągi swym bohaterom: daję wam złoto błyszczące i giętkie, a wy z tego tworzywa niczyście mowę waszą. (65, 322, 371, 405)
inline-heading: Energiczna lekarka. (1842, 541, 1970, 556)
paragraph: W Monachjum pod wodą znajdują się całe ulice. Komunikacja kolejowa z Salzburgiem i Wiedniem przerwana. (1487, 965, 1792, 1006)
inline-text: Projekt reformy rządów gubernialnych będzie wniesiony do rady państwa w ciągu zimy r. p., w tym celu, beły, z rady zatwierdzenia go, można było wprowadzić w życie reformę już od lipca r. p. (748, 1008, 1053, 1078)
paragraph: Komitet budowy nowego kościoła w Radomiu w tych dniach wyjednał do stacji Skarżysko, by prosić pomrzajączego z Częstochowy J. E. ks. Biskupa Sotkiewicza o przybycie do naszego miasta, w celu poświęcenia kamienia węgielnego w fundamentach nowobudującego się kościoła. J. E. ks. Biskup przyrzekł przybyć w przyszłym tygodniu, lecz dzień jeszcze nie został stanowczo oznaczony. (406, 331, 712, 442)
verse-quote (65, 694, 371, 739)
paragraph: Owoce: gruszek fant 3—5 kop., jabłek 3 kop., śliwek kwarta 4 kop., na beczki jabłka 30—40 kop. za 100 sztuk, 60 kop., śliwek 1 rb. 10 kop. (748, 372, 1053, 414)
title-underline (1252, 938, 1344, 939)
paragraph: W górnej Austrji wody zalały wiele wsi. W Ebensee, jak również w dolinie Iszl zniszczenia są wielkie. (1487, 1037, 1792, 1064)
paragraph: lenia będą z podziwem i zdumieniem się pytały, jak zdołał i mógł to uczynić? (406, 139, 712, 166)
right-column-1 (1146, 139, 1451, 1603)
paragraph: Dnia 13-go bm. wody wylały gwałtownie. Dwa domy runęły, zginęło 9 osób. Woda wystąpiła z brzegów w wielu miejscach. Sprowadzono wojsko na pomoc. (1487, 921, 1792, 963)
issue-number: № 77. (1008, 92, 1062, 114)
small-print-block (1828, 941, 2133, 967)
paragraph: Białogród, 22 b. m. Wszyscy obrońcy w sprawach wykazują niezbicie oskarżenia. (1828, 239, 2133, 266)
section-title: Odpowiedzi od redakcji. (1891, 979, 2070, 998)
section-title: Telegramy. (1585, 1181, 1693, 1202)
paragraph: Jarzyny: kapusty główka 2—4 kop., pęczek marchwi 1 kop., pietruszki 2 kop., pomidorów kopa 40—90 kop., ogórków kopa 30—40 kop., korniszony 12 kop. kopa, grzybów łbach 20 kop., rydzów koszyczek 15—30 kop. zależnie od wielkości. (748, 301, 1053, 371)
paragraph: Filologowie dzielą narod serbo-chorwacki na 3 grupy stosownie do liczby 3 głównych narzeczy: kajkawców (okolice Zagrzebia używają zamiast pytania „co"—kaj), czakawców (Bosnia, Hercegowina używa za co "ca") i sztokawców (na południu i wschodzie kraju serbo-chorwackiego używają szto). Najczystszy djalekt chorwacki słyszeć można w Bosni, o którym piękną pracę napisał p. Kazm. Kaszewski w Tyg. illustrowanym, i w Mostarze (Hercegowina). (65, 1425, 371, 1550)
section-title: Ze świata. (1602, 772, 1677, 790)
section-divider (1174, 904, 1423, 906)
paragraph: Oto maleńka — nieudolna — wiązanka wiadomości o ruchu naukowym w stolicy kraju pokrewnego, którą Redaktorze nie wrzucisz do kosza, bo o Zagrzebiu nie masz ogół polski tyle co i o... Trasswaalu. (65, 1368, 371, 1424)
paragraph: W wielu domach znajdują się już nieużyteczne ubrania uczniowskie — i te, wobec nadchodzącej zimy, przydać się mogą. (1146, 701, 1451, 742)
paragraph: — A no... jadąc. No... (1842, 954, 1948, 966)
